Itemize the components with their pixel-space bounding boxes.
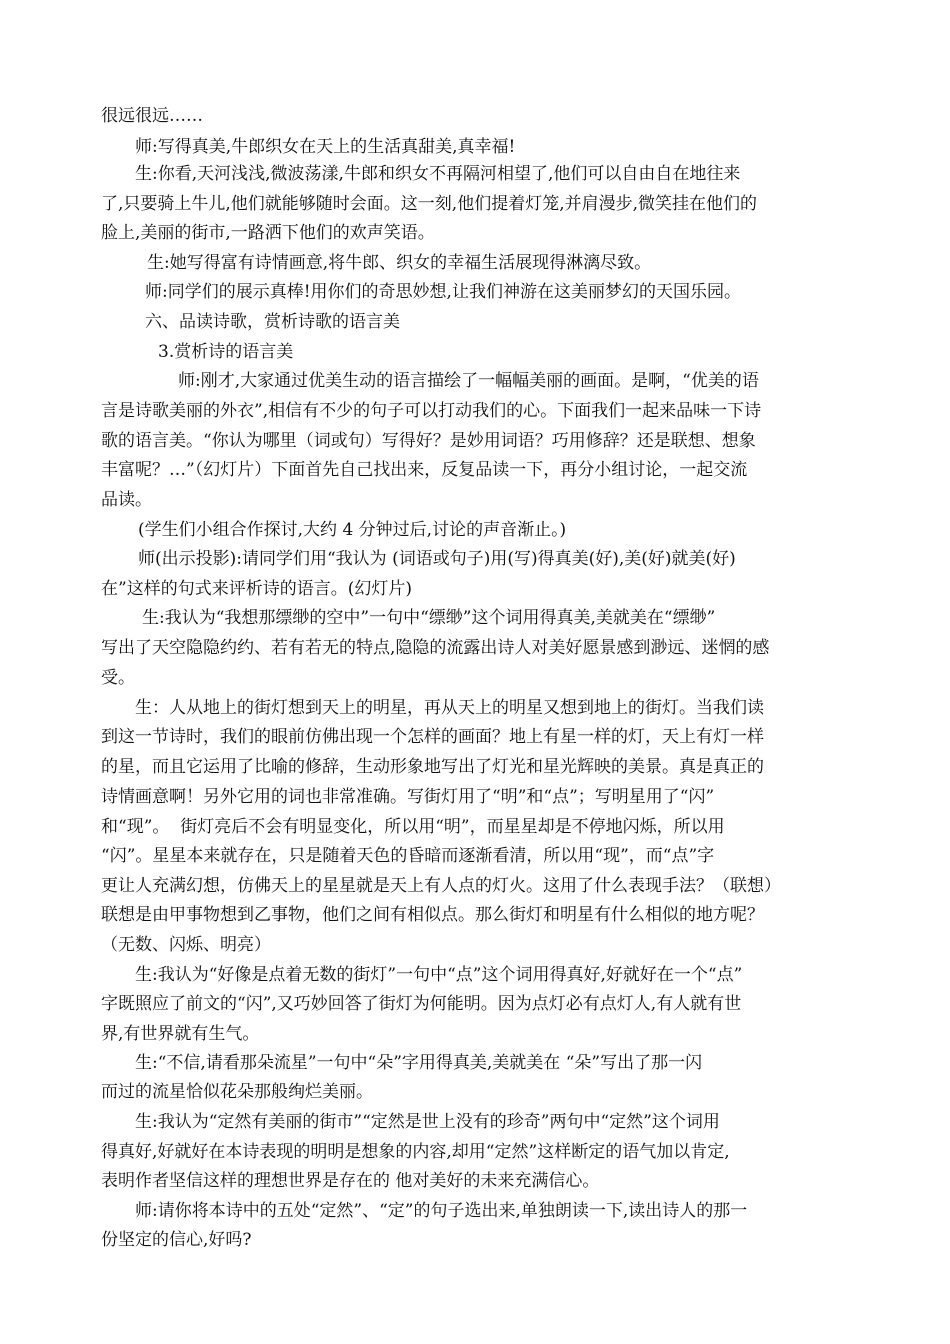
text-line-19: 写出了天空隐隐约约、若有若无的特点,隐隐的流露出诗人对美好愿景感到渺远、迷惘的感 [101, 638, 770, 658]
text-line-1: 很远很远…… [101, 106, 203, 126]
text-line-34: 而过的流星恰似花朵那般绚烂美丽。 [101, 1082, 373, 1102]
text-line-39: 份坚定的信心,好吗? [101, 1230, 252, 1250]
text-line-25: 和“现”。 街灯亮后不会有明显变化，所以用“明”，而星星却是不停地闪烁，所以用 [101, 817, 725, 837]
text-line-28: 联想是由甲事物想到乙事物，他们之间有相似点。那么街灯和明星有什么相似的地方呢？ [101, 905, 764, 925]
text-line-27: 更让人充满幻想，仿佛天上的星星就是天上有人点的灯火。这用了什么表现手法？（联想） [101, 876, 781, 896]
text-line-10: 师:刚才,大家通过优美生动的语言描绘了一幅幅美丽的画面。是啊，“优美的语 [178, 371, 759, 391]
text-line-5: 脸上,美丽的街市,一路洒下他们的欢声笑语。 [101, 223, 435, 243]
text-line-37: 表明作者坚信这样的理想世界是存在的 他对美好的未来充满信心。 [101, 1171, 600, 1191]
text-line-17: 在”这样的句式来评析诗的语言。(幻灯片) [101, 579, 412, 599]
text-line-35: 生:我认为“定然有美丽的街市”“定然是世上没有的珍奇”两句中“定然”这个词用 [135, 1112, 720, 1132]
text-line-15: (学生们小组合作探讨,大约 4 分钟过后,讨论的声音渐止。) [138, 520, 567, 540]
text-line-32: 界,有世界就有生气。 [101, 1024, 260, 1044]
text-line-20: 受。 [101, 668, 135, 688]
text-line-36: 得真好,好就好在本诗表现的明明是想象的内容,却用“定然”这样断定的语气加以肯定, [101, 1142, 730, 1162]
text-line-38: 师:请你将本诗中的五处“定然”、“定”的句子选出来,单独朗读一下,读出诗人的那一 [135, 1201, 748, 1221]
text-line-31: 字既照应了前文的“闪”,又巧妙回答了街灯为何能明。因为点灯必有点灯人,有人就有世 [101, 994, 742, 1014]
text-line-14: 品读。 [101, 490, 152, 510]
text-line-2: 师:写得真美,牛郎织女在天上的生活真甜美,真幸福! [135, 137, 516, 157]
text-line-4: 了,只要骑上牛儿,他们就能够随时会面。这一刻,他们提着灯笼,并肩漫步,微笑挂在他们的 [101, 194, 758, 214]
text-line-30: 生:我认为“好像是点着无数的街灯”一句中“点”这个词用得真好,好就好在一个“点” [135, 965, 743, 985]
text-line-13: 丰富呢？…”（幻灯片）下面首先自己找出来，反复品读一下，再分小组讨论，一起交流 [101, 460, 748, 480]
text-line-26: “闪”。星星本来就存在，只是随着天色的昏暗而逐渐看清，所以用“现”，而“点”字 [101, 846, 715, 866]
text-line-3: 生:你看,天河浅浅,微波荡漾,牛郎和织女不再隔河相望了,他们可以自由自在地往来 [135, 164, 741, 184]
text-line-21: 生：人从地上的街灯想到天上的明星，再从天上的明星又想到地上的街灯。当我们读 [135, 698, 764, 718]
text-line-23: 的星，而且它运用了比喻的修辞，生动形象地写出了灯光和星光辉映的美景。真是真正的 [101, 757, 764, 777]
text-line-7: 师:同学们的展示真棒!用你们的奇思妙想,让我们神游在这美丽梦幻的天国乐园。 [145, 282, 741, 302]
text-line-33: 生:“不信,请看那朵流星”一句中“朵”字用得真美,美就美在 “朵”写出了那一闪 [135, 1053, 703, 1073]
text-line-22: 到这一节诗时，我们的眼前仿佛出现一个怎样的画面？地上有星一样的灯，天上有灯一样 [101, 727, 764, 747]
text-line-11: 言是诗歌美丽的外衣”,相信有不少的句子可以打动我们的心。下面我们一起来品味一下诗 [101, 401, 762, 421]
text-line-24: 诗情画意啊！另外它用的词也非常准确。写街灯用了“明”和“点”；写明星用了“闪” [101, 787, 715, 807]
text-line-9: 3.赏析诗的语言美 [158, 342, 294, 362]
text-line-29: （无数、闪烁、明亮） [101, 935, 271, 955]
text-line-16: 师(出示投影):请同学们用“我认为 (词语或句子)用(写)得真美(好),美(好)就美(好) [138, 549, 736, 569]
text-line-12: 歌的语言美。“你认为哪里（词或句）写得好？是妙用词语？巧用修辞？还是联想、想象 [101, 431, 756, 451]
text-line-6: 生:她写得富有诗情画意,将牛郎、织女的幸福生活展现得淋漓尽致。 [147, 253, 652, 273]
text-line-8: 六、品读诗歌，赏析诗歌的语言美 [145, 312, 400, 332]
text-line-18: 生:我认为“我想那缥缈的空中”一句中“缥缈”这个词用得真美,美就美在“缥缈” [142, 608, 716, 628]
